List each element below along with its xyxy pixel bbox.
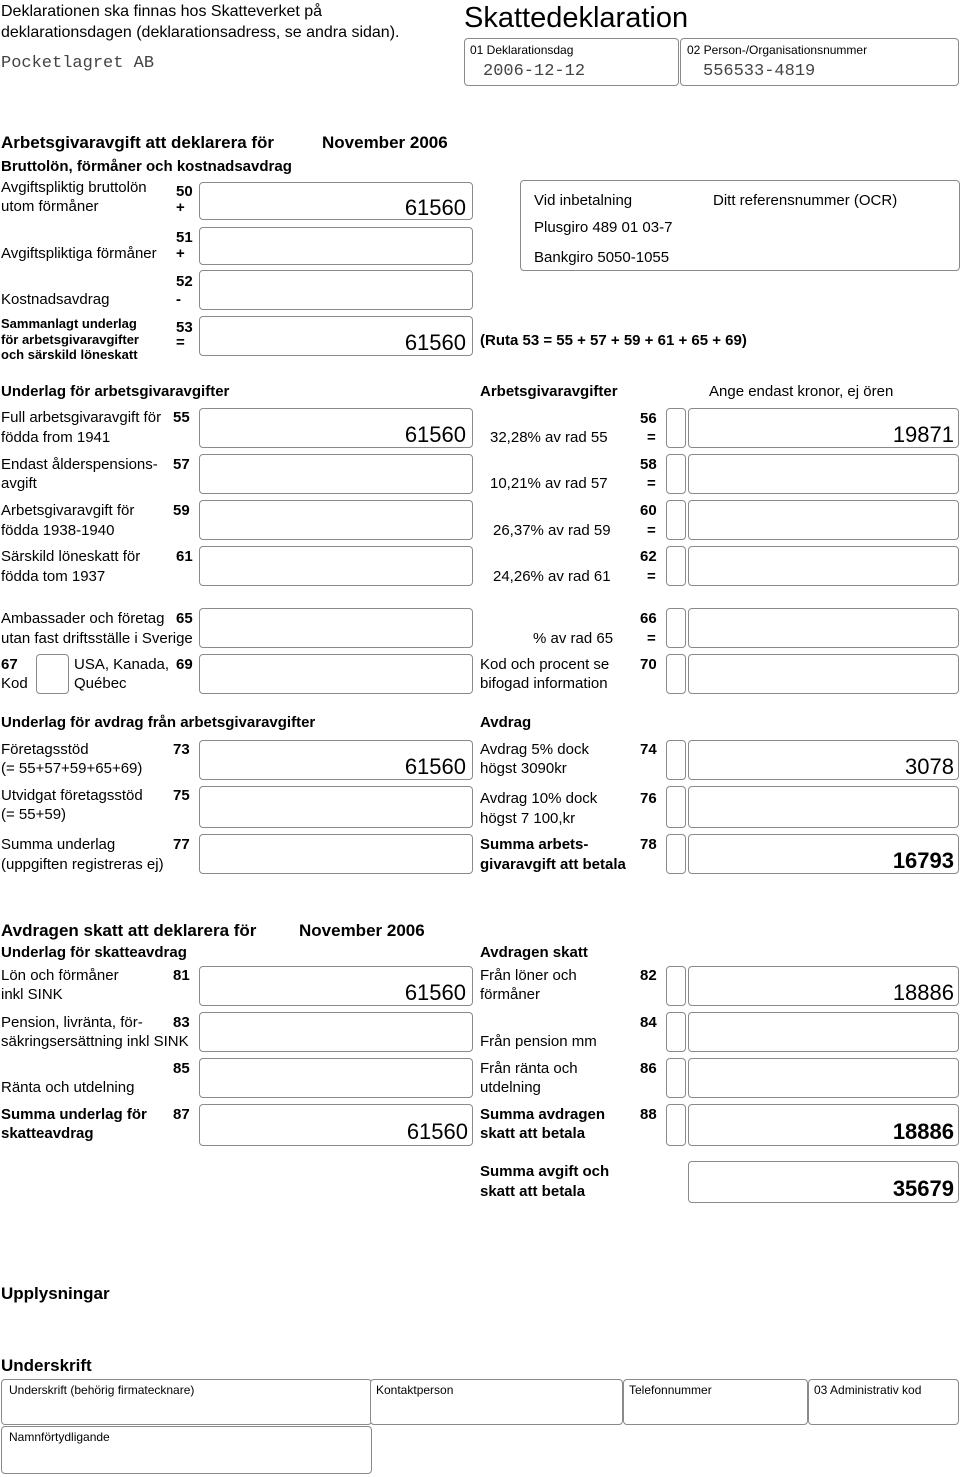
- r62-sign-box: [666, 546, 686, 586]
- ocr-label: Ditt referensnummer (OCR): [713, 192, 898, 209]
- r74-field[interactable]: [688, 740, 959, 780]
- declaration-date-field[interactable]: [464, 38, 679, 86]
- r65-label-1: Ambassader och företag: [1, 610, 165, 627]
- r76-label-1: Avdrag 10% dock: [480, 790, 598, 807]
- r58-equals: =: [647, 475, 656, 492]
- r60-percent: 26,37% av rad 59: [493, 522, 611, 539]
- r86-sign-box: [666, 1058, 686, 1098]
- r85-label: Ränta och utdelning: [1, 1079, 135, 1096]
- r82-value: 18886: [892, 980, 954, 1005]
- r69-label-1: USA, Kanada,: [74, 656, 170, 673]
- r69-label-2: Québec: [74, 675, 127, 692]
- r50-label-2: utom förmåner: [1, 198, 99, 215]
- r76-sign-box: [666, 786, 686, 828]
- r88-label-1: Summa avdragen: [480, 1106, 606, 1123]
- r83-label-1: Pension, livränta, för-: [1, 1014, 143, 1031]
- contact-label: Kontaktperson: [376, 1383, 454, 1397]
- r78-field[interactable]: [688, 834, 959, 874]
- r56-field[interactable]: [688, 408, 959, 448]
- r53-value: 61560: [404, 330, 466, 355]
- r53-label-3: och särskild löneskatt: [1, 347, 138, 362]
- r75-number: 75: [173, 787, 190, 804]
- r61-number: 61: [176, 548, 193, 565]
- r70-label-1: Kod och procent se: [480, 656, 610, 673]
- r59-label-1: Arbetsgivaravgift för: [1, 502, 135, 519]
- r78-label-1: Summa arbets-: [480, 836, 589, 853]
- employer-section-title: Arbetsgivaravgift att deklarera för: [1, 133, 275, 152]
- r56-percent: 32,28% av rad 55: [490, 429, 608, 446]
- r70-label-2: bifogad information: [480, 675, 608, 692]
- r53-label-1: Sammanlagt underlag: [1, 316, 137, 331]
- r66-equals: =: [647, 630, 656, 647]
- r62-number: 62: [640, 548, 657, 565]
- r78-sign-box: [666, 834, 686, 874]
- r87-number: 87: [173, 1106, 190, 1123]
- r53-label-2: för arbetsgivaravgifter: [1, 332, 139, 347]
- r73-number: 73: [173, 741, 190, 758]
- r55-number: 55: [173, 409, 190, 426]
- bankgiro: Bankgiro 5050-1055: [534, 249, 670, 266]
- total-label-2: skatt att betala: [480, 1183, 586, 1200]
- r60-field[interactable]: [688, 500, 959, 540]
- r87-label-2: skatteavdrag: [1, 1125, 94, 1142]
- r57-number: 57: [173, 456, 190, 473]
- r84-sign-box: [666, 1012, 686, 1052]
- r78-number: 78: [640, 836, 657, 853]
- company-name: Pocketlagret AB: [1, 54, 155, 73]
- r76-field[interactable]: [688, 786, 959, 828]
- r78-value: 16793: [892, 848, 954, 873]
- r50-label-1: Avgiftspliktig bruttolön: [1, 179, 147, 196]
- r86-number: 86: [640, 1060, 657, 1077]
- r56-equals: =: [647, 429, 656, 446]
- r88-value: 18886: [892, 1119, 954, 1144]
- r84-field[interactable]: [688, 1012, 959, 1052]
- r50-number: 50: [176, 183, 193, 200]
- tax-right-title: Avdragen skatt: [480, 944, 588, 961]
- r62-field[interactable]: [688, 546, 959, 586]
- notice-line-2: deklarationsdagen (deklarationsadress, se andra sidan).: [1, 24, 400, 41]
- r81-number: 81: [173, 967, 190, 984]
- r82-field[interactable]: [688, 966, 959, 1006]
- r81-label-2: inkl SINK: [1, 986, 63, 1003]
- r56-sign-box: [666, 408, 686, 448]
- r65-number: 65: [176, 610, 193, 627]
- r53-note: (Ruta 53 = 55 + 57 + 59 + 61 + 65 + 69): [480, 332, 747, 349]
- r61-field[interactable]: [199, 546, 473, 586]
- r58-number: 58: [640, 456, 657, 473]
- total-value: 35679: [892, 1176, 954, 1201]
- r52-operator: -: [176, 291, 181, 308]
- basis-mid-title: Arbetsgivaravgifter: [480, 383, 618, 400]
- r62-percent: 24,26% av rad 61: [493, 568, 611, 585]
- r51-operator: +: [176, 245, 185, 262]
- r86-field[interactable]: [688, 1058, 959, 1098]
- r70-number: 70: [640, 656, 657, 673]
- r52-field[interactable]: [199, 270, 473, 310]
- payment-box: [520, 180, 960, 271]
- plusgiro: Plusgiro 489 01 03-7: [534, 219, 673, 236]
- r52-label: Kostnadsavdrag: [1, 291, 110, 308]
- signature-field[interactable]: [1, 1379, 372, 1425]
- r85-number: 85: [173, 1060, 190, 1077]
- r77-label-2: (uppgiften registreras ej): [1, 856, 164, 873]
- gross-section-title: Bruttolön, förmåner och kostnadsavdrag: [1, 158, 292, 175]
- r51-label: Avgiftspliktiga förmåner: [1, 245, 157, 262]
- r53-field[interactable]: [199, 316, 473, 356]
- r88-field[interactable]: [688, 1104, 959, 1146]
- r67-field[interactable]: [36, 654, 69, 694]
- r59-field[interactable]: [199, 500, 473, 540]
- r77-number: 77: [173, 836, 190, 853]
- tax-left-title: Underlag för skatteavdrag: [1, 944, 187, 961]
- r66-field[interactable]: [688, 608, 959, 648]
- r61-label-1: Särskild löneskatt för: [1, 548, 141, 565]
- r53-number: 53: [176, 319, 193, 336]
- r73-field[interactable]: [199, 740, 473, 780]
- r58-percent: 10,21% av rad 57: [490, 475, 608, 492]
- r67-label: Kod: [1, 675, 28, 692]
- phone-field[interactable]: [623, 1379, 808, 1425]
- r51-number: 51: [176, 229, 193, 246]
- org-number-label: 02 Person-/Organisationsnummer: [687, 43, 868, 57]
- r82-label-1: Från löner och: [480, 967, 577, 984]
- r77-field[interactable]: [199, 834, 473, 874]
- phone-label: Telefonnummer: [629, 1383, 712, 1397]
- deduction-left-title: Underlag för avdrag från arbetsgivaravgifter: [1, 714, 316, 731]
- admin-code-field[interactable]: [808, 1379, 959, 1425]
- signature-label: Underskrift (behörig firmatecknare): [9, 1383, 195, 1397]
- r83-number: 83: [173, 1014, 190, 1031]
- r66-sign-box: [666, 608, 686, 648]
- r82-label-2: förmåner: [480, 986, 541, 1003]
- r82-sign-box: [666, 966, 686, 1006]
- r73-label-2: (= 55+57+59+65+69): [1, 760, 143, 777]
- r88-label-2: skatt att betala: [480, 1125, 586, 1142]
- r88-number: 88: [640, 1106, 657, 1123]
- r77-label-1: Summa underlag: [1, 836, 116, 853]
- r81-value: 61560: [404, 980, 466, 1005]
- r59-label-2: födda 1938-1940: [1, 522, 115, 539]
- r86-label-1: Från ränta och: [480, 1060, 578, 1077]
- total-label-1: Summa avgift och: [480, 1163, 610, 1180]
- r84-label: Från pension mm: [480, 1033, 597, 1050]
- r58-sign-box: [666, 454, 686, 494]
- r62-equals: =: [647, 568, 656, 585]
- r55-field[interactable]: [199, 408, 473, 448]
- r50-value: 61560: [404, 195, 466, 220]
- r66-percent: % av rad 65: [533, 630, 614, 647]
- r74-sign-box: [666, 740, 686, 780]
- r56-number: 56: [640, 410, 657, 427]
- r73-value: 61560: [404, 754, 466, 779]
- tax-period: November 2006: [299, 921, 425, 940]
- declaration-date-value: 2006-12-12: [483, 62, 586, 81]
- tax-section-title: Avdragen skatt att deklarera för: [1, 921, 257, 940]
- r57-label-1: Endast ålderspensions-: [1, 456, 158, 473]
- r83-field[interactable]: [199, 1012, 473, 1052]
- r60-sign-box: [666, 500, 686, 540]
- notice-line-1: Deklarationen ska finnas hos Skatteverket på: [1, 3, 323, 20]
- r59-number: 59: [173, 502, 190, 519]
- r81-label-1: Lön och förmåner: [1, 967, 119, 984]
- r57-label-2: avgift: [1, 475, 37, 492]
- r58-field[interactable]: [688, 454, 959, 494]
- deduction-right-title: Avdrag: [480, 714, 532, 731]
- r69-number: 69: [176, 656, 193, 673]
- r55-label-1: Full arbetsgivaravgift för: [1, 409, 162, 426]
- r74-label-1: Avdrag 5% dock: [480, 741, 589, 758]
- r50-field[interactable]: [199, 182, 473, 220]
- r87-value: 61560: [406, 1119, 468, 1144]
- r66-number: 66: [640, 610, 657, 627]
- r86-label-2: utdelning: [480, 1079, 541, 1096]
- org-number-value: 556533-4819: [703, 62, 816, 81]
- r78-label-2: givaravgift att betala: [480, 856, 626, 873]
- r76-number: 76: [640, 790, 657, 807]
- r85-field[interactable]: [199, 1058, 473, 1098]
- r73-label-1: Företagsstöd: [1, 741, 89, 758]
- r83-label-2: säkringsersättning inkl SINK: [1, 1033, 189, 1050]
- r65-field[interactable]: [199, 608, 473, 648]
- r74-number: 74: [640, 741, 657, 758]
- r75-field[interactable]: [199, 786, 473, 828]
- r88-sign-box: [666, 1104, 686, 1146]
- basis-left-title: Underlag för arbetsgivaravgifter: [1, 383, 230, 400]
- info-title: Upplysningar: [1, 1284, 110, 1303]
- employer-period: November 2006: [322, 133, 448, 152]
- r60-number: 60: [640, 502, 657, 519]
- r55-label-2: födda from 1941: [1, 429, 111, 446]
- r53-operator: =: [176, 334, 185, 351]
- r74-value: 3078: [905, 754, 954, 779]
- r50-operator: +: [176, 199, 185, 216]
- r52-number: 52: [176, 273, 193, 290]
- r75-label-1: Utvidgat företagsstöd: [1, 787, 143, 804]
- org-number-field[interactable]: [680, 38, 959, 86]
- r70-sign-box: [666, 654, 686, 694]
- admin-code-label: 03 Administrativ kod: [814, 1383, 922, 1397]
- r70-field[interactable]: [688, 654, 959, 694]
- r75-label-2: (= 55+59): [1, 806, 67, 823]
- r65-label-2: utan fast driftsställe i Sverige: [1, 630, 193, 647]
- name-clarification-field[interactable]: [1, 1426, 372, 1474]
- form-title: Skattedeklaration: [464, 2, 689, 34]
- r57-field[interactable]: [199, 454, 473, 494]
- r76-label-2: högst 7 100,kr: [480, 810, 576, 827]
- r55-value: 61560: [404, 422, 466, 447]
- r87-field[interactable]: [199, 1104, 473, 1146]
- payment-vid: Vid inbetalning: [534, 192, 633, 209]
- r61-label-2: födda tom 1937: [1, 568, 106, 585]
- r74-label-2: högst 3090kr: [480, 760, 567, 777]
- r60-equals: =: [647, 522, 656, 539]
- r81-field[interactable]: [199, 966, 473, 1006]
- r84-number: 84: [640, 1014, 657, 1031]
- declaration-date-label: 01 Deklarationsdag: [470, 43, 574, 57]
- contact-field[interactable]: [370, 1379, 623, 1425]
- total-field[interactable]: [688, 1161, 959, 1203]
- r56-value: 19871: [892, 422, 954, 447]
- r67-number: 67: [1, 656, 18, 673]
- r69-field[interactable]: [199, 654, 473, 694]
- name-clarification-label: Namnförtydligande: [9, 1430, 110, 1444]
- r51-field[interactable]: [199, 227, 473, 265]
- r82-number: 82: [640, 967, 657, 984]
- r87-label-1: Summa underlag för: [1, 1106, 147, 1123]
- basis-right-title: Ange endast kronor, ej ören: [709, 383, 894, 400]
- signature-title: Underskrift: [1, 1356, 92, 1375]
